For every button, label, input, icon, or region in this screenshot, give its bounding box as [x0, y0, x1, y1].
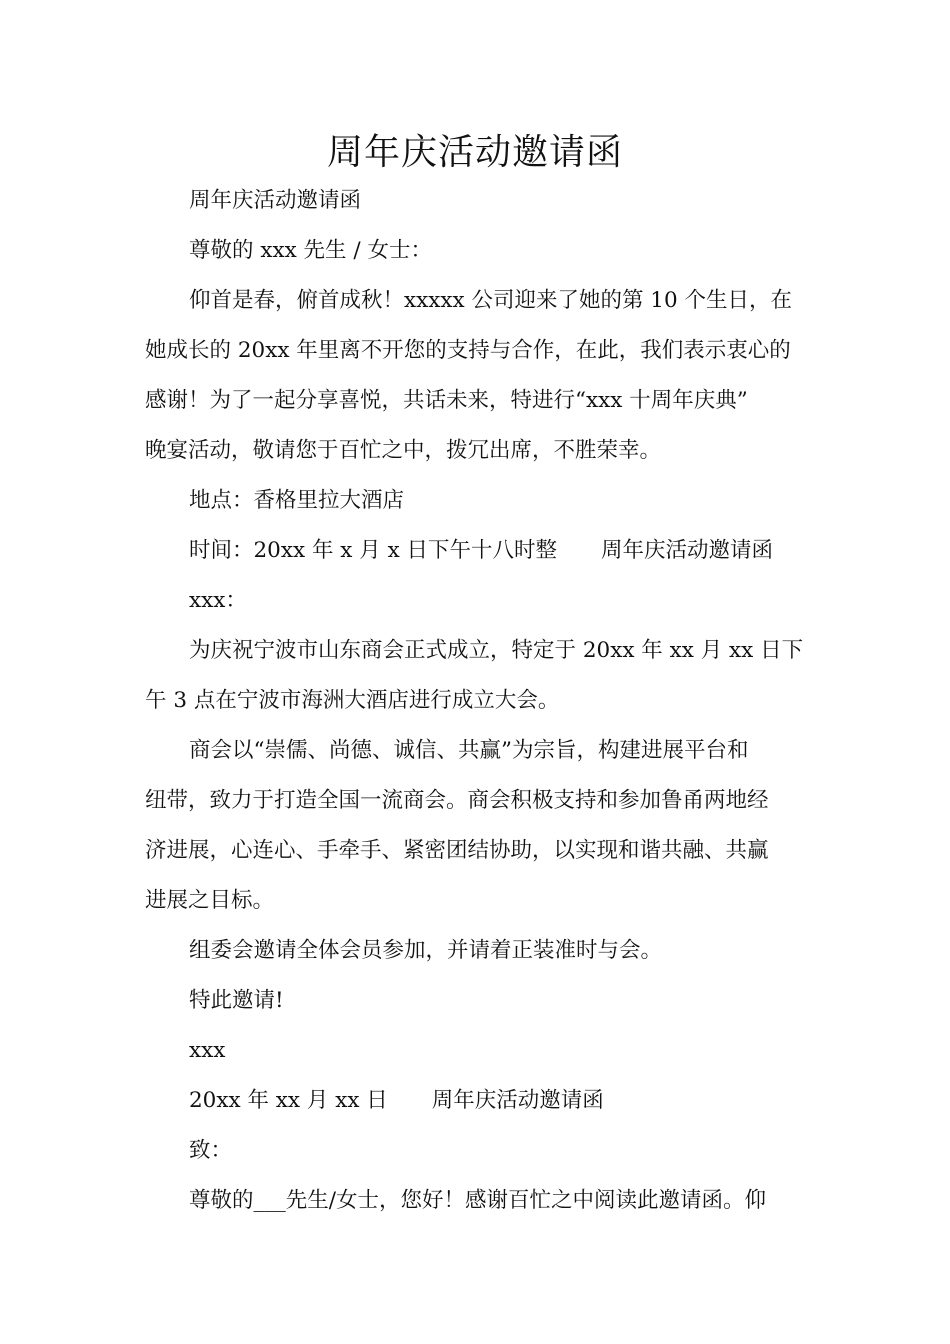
paragraph-3-line-2: 纽带，致力于打造全国一流商会。商会积极支持和参加鲁甬两地经	[145, 788, 769, 813]
paragraph-5-line-1: 尊敬的___先生/女士，您好！感谢百忙之中阅读此邀请函。仰	[189, 1188, 766, 1213]
recipient-line: xxx：	[189, 588, 247, 613]
subtitle-line: 周年庆活动邀请函	[189, 188, 362, 213]
paragraph-1-line-2: 她成长的 20xx 年里离不开您的支持与合作，在此，我们表示衷心的	[145, 338, 791, 363]
time-text: 时间：20xx 年 x 月 x 日下午十八时整	[189, 538, 558, 563]
paragraph-2-line-2: 午 3 点在宁波市海洲大酒店进行成立大会。	[145, 688, 560, 713]
third-letter-title: 周年庆活动邀请函	[431, 1088, 604, 1113]
paragraph-1-line-3: 感谢！为了一起分享喜悦，共话未来，特进行“xxx 十周年庆典”	[145, 388, 748, 413]
document-body	[145, 176, 809, 1226]
date-text: 20xx 年 xx 月 xx 日	[189, 1088, 388, 1113]
paragraph-1-line-4: 晚宴活动，敬请您于百忙之中，拨冗出席，不胜荣幸。	[145, 438, 662, 463]
closing-line: 特此邀请!	[189, 988, 284, 1013]
paragraph-3-line-1: 商会以“崇儒、尚德、诚信、共赢”为宗旨，构建进展平台和	[189, 738, 749, 763]
time-line	[145, 526, 809, 576]
paragraph-4-line: 组委会邀请全体会员参加，并请着正装准时与会。	[189, 938, 663, 963]
paragraph-1-line-1: 仰首是春，俯首成秋！xxxxx 公司迎来了她的第 10 个生日，在	[189, 288, 792, 313]
location-line: 地点：香格里拉大酒店	[189, 488, 405, 513]
document-title: 周年庆活动邀请函	[326, 132, 623, 173]
second-letter-title: 周年庆活动邀请函	[601, 538, 774, 563]
salutation-line: 尊敬的 xxx 先生 / 女士：	[189, 238, 432, 263]
date-line	[145, 1076, 809, 1126]
to-line: 致：	[189, 1138, 233, 1163]
signature-line: xxx	[189, 1038, 226, 1063]
paragraph-3-line-4: 进展之目标。	[145, 888, 275, 913]
paragraph-2-line-1: 为庆祝宁波市山东商会正式成立，特定于 20xx 年 xx 月 xx 日下	[189, 638, 804, 663]
paragraph-3-line-3: 济进展，心连心、手牵手、紧密团结协助，以实现和谐共融、共赢	[145, 838, 769, 863]
